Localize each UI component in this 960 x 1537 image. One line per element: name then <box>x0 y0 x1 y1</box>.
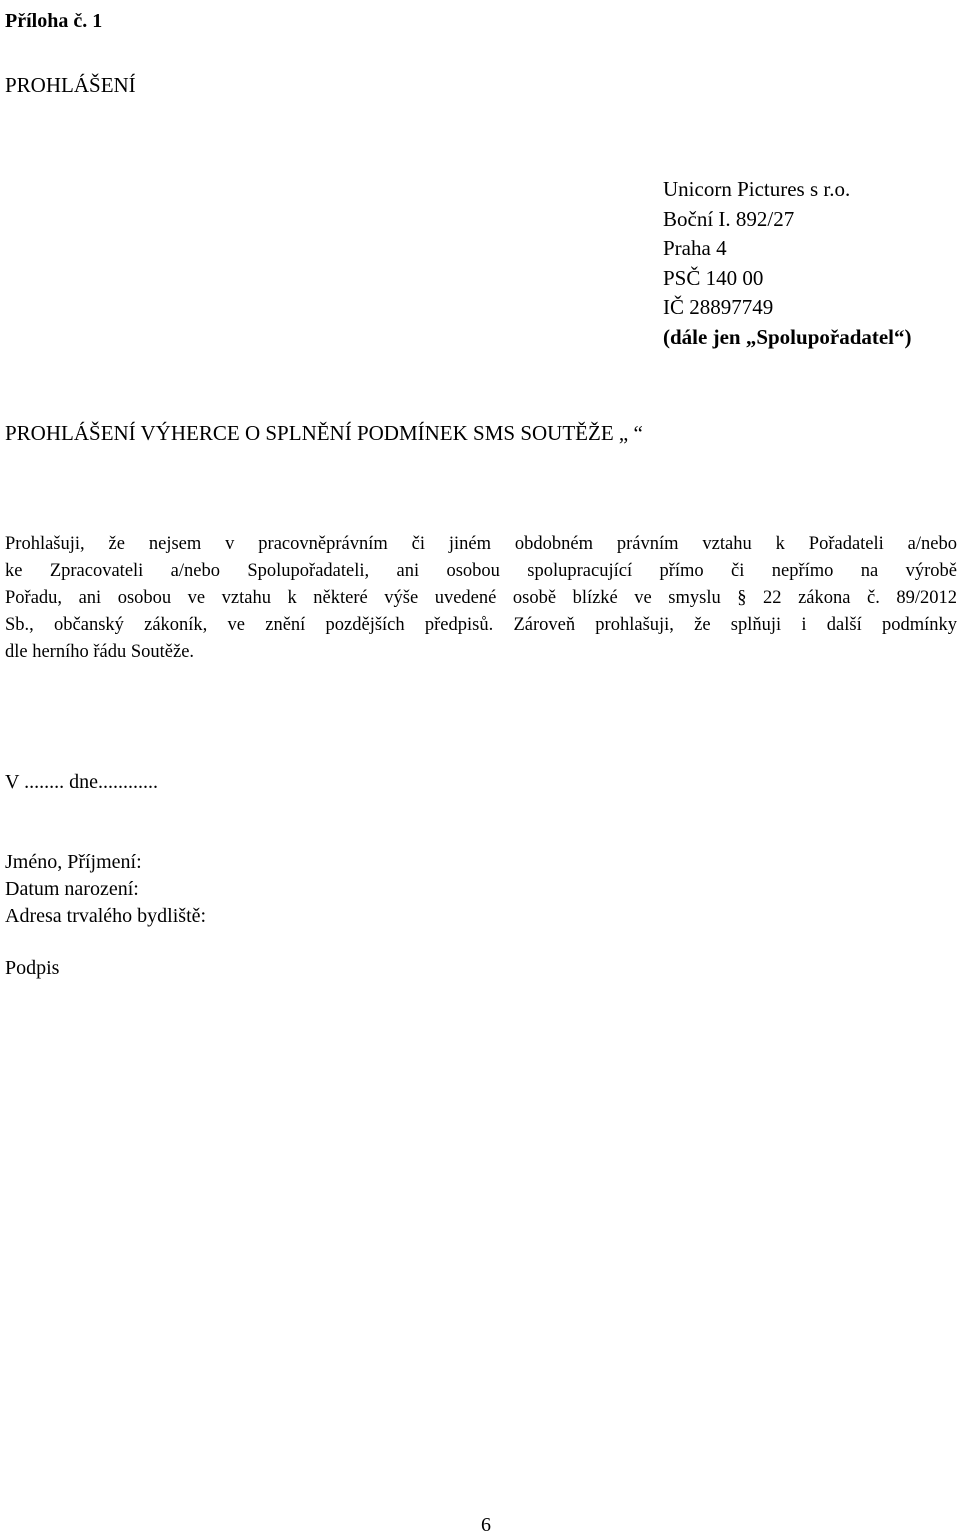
document-heading: PROHLÁŠENÍ <box>5 73 136 97</box>
paragraph-line: Prohlašuji, že nejsem v pracovněprávním či jiném obdobném právním vztahu k Pořadateli a/nebo <box>5 534 957 554</box>
signature-label: Podpis <box>5 957 60 979</box>
name-field-label: Jméno, Příjmení: <box>5 851 142 873</box>
company-alias: (dále jen „Spolupořadatel“) <box>663 324 912 349</box>
company-name: Unicorn Pictures s r.o. <box>663 177 851 201</box>
paragraph-line: ke Zpracovateli a/nebo Spolupořadateli, ani osobou spolupracující přímo či nepřímo na výrobě <box>5 561 957 581</box>
personal-details-fields <box>5 849 206 930</box>
section-title: PROHLÁŠENÍ VÝHERCE O SPLNĚNÍ PODMÍNEK SMS SOUTĚŽE „ “ <box>5 421 643 445</box>
address-field-label: Adresa trvalého bydliště: <box>5 905 207 927</box>
page-number: 6 <box>481 1514 491 1536</box>
place-date-line: V ........ dne............ <box>5 771 158 793</box>
company-city: Praha 4 <box>663 236 727 260</box>
attachment-label: Příloha č. 1 <box>5 10 103 32</box>
paragraph-line: Pořadu, ani osobou ve vztahu k některé výše uvedené osobě blízké ve smyslu § 22 zákona č. 89/2012 <box>5 588 957 608</box>
declaration-paragraph <box>5 531 957 666</box>
company-street: Boční I. 892/27 <box>663 206 795 231</box>
address-block <box>663 175 912 352</box>
company-ico: IČ 28897749 <box>663 295 774 319</box>
birthdate-field-label: Datum narození: <box>5 878 139 900</box>
paragraph-line: Sb., občanský zákoník, ve znění pozdějších předpisů. Zároveň prohlašuji, že splňuji i další podmínky <box>5 615 957 635</box>
company-zip: PSČ 140 00 <box>663 265 764 290</box>
paragraph-line: dle herního řádu Soutěže. <box>5 642 195 662</box>
